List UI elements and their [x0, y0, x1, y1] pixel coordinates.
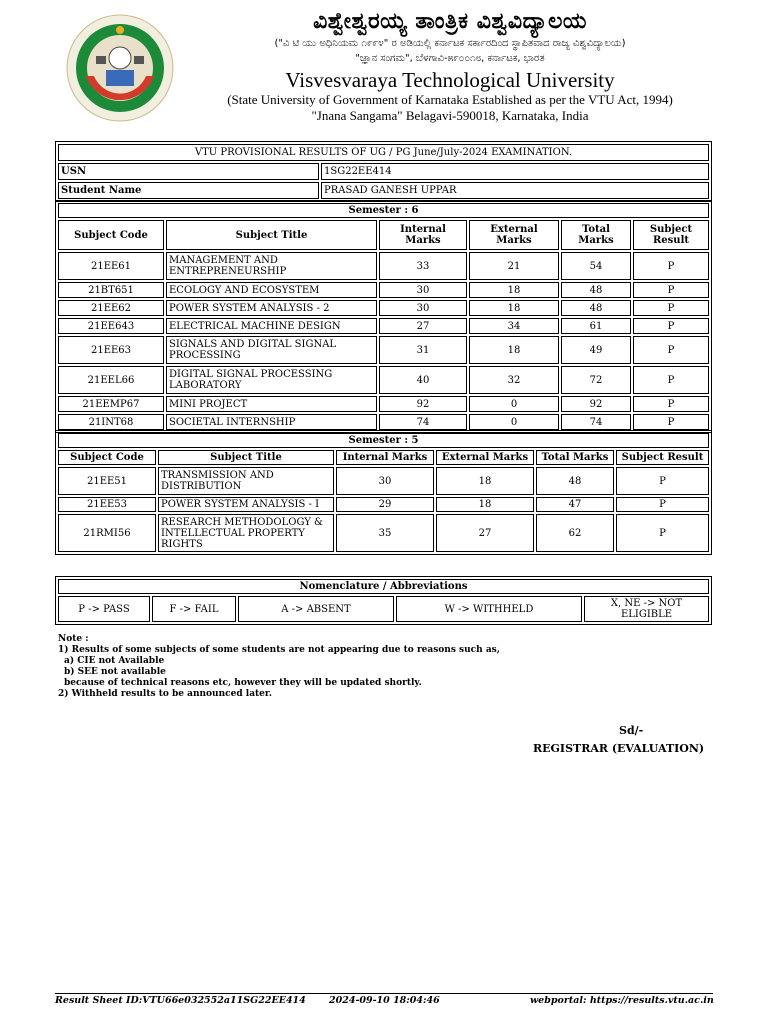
external-marks: 18 [436, 497, 534, 512]
subject-code: 21EEMP67 [58, 396, 164, 412]
total-marks: 48 [561, 300, 631, 316]
subject-title: POWER SYSTEM ANALYSIS - I [158, 497, 334, 512]
external-marks: 18 [469, 282, 559, 298]
table-row [58, 366, 709, 394]
table-row [58, 300, 709, 316]
total-marks: 92 [561, 396, 631, 412]
subject-title: POWER SYSTEM ANALYSIS - 2 [166, 300, 377, 316]
total-marks: 62 [536, 514, 614, 552]
subject-result: P [633, 336, 709, 364]
subject-code: 21EE63 [58, 336, 164, 364]
subject-title: SOCIETAL INTERNSHIP [166, 414, 377, 430]
total-marks: 47 [536, 497, 614, 512]
col-internal-marks: Internal Marks [336, 450, 434, 465]
note-block [58, 634, 500, 700]
col-subject-code: Subject Code [58, 220, 164, 250]
abbrev-withheld: W -> WITHHELD [396, 596, 582, 622]
internal-marks: 31 [379, 336, 467, 364]
table-row [58, 336, 709, 364]
exam-heading: VTU PROVISIONAL RESULTS OF UG / PG June/July-2024 EXAMINATION. [58, 144, 709, 161]
total-marks: 49 [561, 336, 631, 364]
subject-result: P [633, 366, 709, 394]
english-subtitle: (State University of Government of Karnataka Established as per the VTU Act, 1994) [227, 92, 673, 107]
internal-marks: 29 [336, 497, 434, 512]
nomenclature-table [55, 576, 712, 625]
external-marks: 0 [469, 396, 559, 412]
student-name-value: PRASAD GANESH UPPAR [321, 182, 709, 199]
note-line: because of technical reasons etc, however they will be updated shortly. [64, 678, 422, 688]
subject-result: P [633, 414, 709, 430]
subject-result: P [616, 497, 709, 512]
col-total-marks: Total Marks [536, 450, 614, 465]
total-marks: 48 [561, 282, 631, 298]
kannada-address: "ಜ್ಞಾನ ಸಂಗಮ", ಬೆಳಗಾವಿ-೫೯೦೦೧೮, ಕರ್ನಾಟಕ, ಭಾರತ [355, 53, 545, 64]
usn-label: USN [58, 163, 319, 180]
subject-title: RESEARCH METHODOLOGY & INTELLECTUAL PROPERTY RIGHTS [158, 514, 334, 552]
table-row [58, 318, 709, 334]
subject-title: MINI PROJECT [166, 396, 377, 412]
subject-result: P [633, 252, 709, 280]
abbrev-pass: P -> PASS [58, 596, 150, 622]
table-row [58, 282, 709, 298]
abbrev-not-eligible: X, NE -> NOT ELIGIBLE [584, 596, 709, 622]
footer-divider [55, 993, 713, 994]
english-address: "Jnana Sangama" Belagavi-590018, Karnataka, India [311, 108, 589, 123]
col-subject-code: Subject Code [58, 450, 156, 465]
footer-timestamp: 2024-09-10 18:04:46 [329, 995, 440, 1006]
external-marks: 18 [436, 467, 534, 495]
table-row [58, 497, 709, 512]
subject-title: MANAGEMENT AND ENTREPRENEURSHIP [166, 252, 377, 280]
subject-code: 21EE53 [58, 497, 156, 512]
internal-marks: 30 [379, 282, 467, 298]
note-line: a) CIE not Available [64, 656, 165, 666]
subject-code: 21EE643 [58, 318, 164, 334]
external-marks: 18 [469, 300, 559, 316]
external-marks: 32 [469, 366, 559, 394]
english-title: Visvesvaraya Technological University [285, 68, 615, 92]
subject-result: P [633, 396, 709, 412]
internal-marks: 30 [379, 300, 467, 316]
external-marks: 21 [469, 252, 559, 280]
kannada-title: ವಿಶ್ವೇಶ್ವರಯ್ಯ ತಾಂತ್ರಿಕ ವಿಶ್ವವಿದ್ಯಾಲಯ [313, 9, 587, 34]
subject-code: 21BT651 [58, 282, 164, 298]
nomenclature-title: Nomenclature / Abbreviations [58, 579, 709, 594]
col-subject-result: Subject Result [633, 220, 709, 250]
subject-code: 21EE61 [58, 252, 164, 280]
registrar-title: REGISTRAR (EVALUATION) [533, 742, 705, 755]
semester-6-table [55, 200, 712, 433]
university-seal-icon [66, 14, 174, 122]
col-subject-title: Subject Title [166, 220, 377, 250]
subject-code: 21EE51 [58, 467, 156, 495]
total-marks: 74 [561, 414, 631, 430]
note-line: b) SEE not available [64, 667, 166, 677]
total-marks: 61 [561, 318, 631, 334]
semester-5-title: Semester : 5 [58, 433, 709, 448]
subject-result: P [633, 300, 709, 316]
kannada-subtitle: ("ವಿ ಟಿ ಯು ಅಧಿನಿಯಮ ೧೯೯೪" ರ ಅಡಿಯಲ್ಲಿ ಕರ್ನಾಟಕ ಸರ್ಕಾರದಿಂದ ಸ್ಥಾಪಿತವಾದ ರಾಜ್ಯ ವಿಶ್ವವಿದ್ಯಾಲಯ) [274, 38, 626, 49]
subject-result: P [633, 282, 709, 298]
subject-code: 21INT68 [58, 414, 164, 430]
subject-title: ELECTRICAL MACHINE DESIGN [166, 318, 377, 334]
university-header [0, 0, 768, 130]
subject-title: DIGITAL SIGNAL PROCESSING LABORATORY [166, 366, 377, 394]
semester-5-table [55, 430, 712, 555]
subject-code: 21EEL66 [58, 366, 164, 394]
note-line: 1) Results of some subjects of some students are not appearing due to reasons such as, [58, 645, 500, 655]
col-total-marks: Total Marks [561, 220, 631, 250]
semester-6-title: Semester : 6 [58, 203, 709, 218]
result-sheet-id: Result Sheet ID:VTU66e032552a11SG22EE414 [55, 995, 306, 1006]
internal-marks: 33 [379, 252, 467, 280]
internal-marks: 27 [379, 318, 467, 334]
subject-title: ECOLOGY AND ECOSYSTEM [166, 282, 377, 298]
internal-marks: 40 [379, 366, 467, 394]
internal-marks: 30 [336, 467, 434, 495]
table-row [58, 514, 709, 552]
total-marks: 48 [536, 467, 614, 495]
subject-code: 21RMI56 [58, 514, 156, 552]
total-marks: 54 [561, 252, 631, 280]
subject-title: TRANSMISSION AND DISTRIBUTION [158, 467, 334, 495]
table-row [58, 467, 709, 495]
external-marks: 27 [436, 514, 534, 552]
webportal-link[interactable]: webportal: https://results.vtu.ac.in [530, 995, 714, 1006]
col-subject-title: Subject Title [158, 450, 334, 465]
external-marks: 34 [469, 318, 559, 334]
external-marks: 0 [469, 414, 559, 430]
subject-result: P [616, 514, 709, 552]
col-internal-marks: Internal Marks [379, 220, 467, 250]
signature-mark: Sd/- [619, 724, 644, 737]
subject-result: P [616, 467, 709, 495]
internal-marks: 92 [379, 396, 467, 412]
table-row [58, 252, 709, 280]
external-marks: 18 [469, 336, 559, 364]
subject-result: P [633, 318, 709, 334]
subject-code: 21EE62 [58, 300, 164, 316]
table-row [58, 414, 709, 430]
internal-marks: 35 [336, 514, 434, 552]
table-row [58, 396, 709, 412]
note-line: 2) Withheld results to be announced later. [58, 689, 272, 699]
col-external-marks: External Marks [469, 220, 559, 250]
col-external-marks: External Marks [436, 450, 534, 465]
abbrev-absent: A -> ABSENT [238, 596, 394, 622]
total-marks: 72 [561, 366, 631, 394]
internal-marks: 74 [379, 414, 467, 430]
usn-value: 1SG22EE414 [321, 163, 709, 180]
abbrev-fail: F -> FAIL [152, 596, 236, 622]
student-info-table [55, 141, 712, 202]
student-name-label: Student Name [58, 182, 319, 199]
col-subject-result: Subject Result [616, 450, 709, 465]
subject-title: SIGNALS AND DIGITAL SIGNAL PROCESSING [166, 336, 377, 364]
note-heading: Note : [58, 634, 89, 644]
